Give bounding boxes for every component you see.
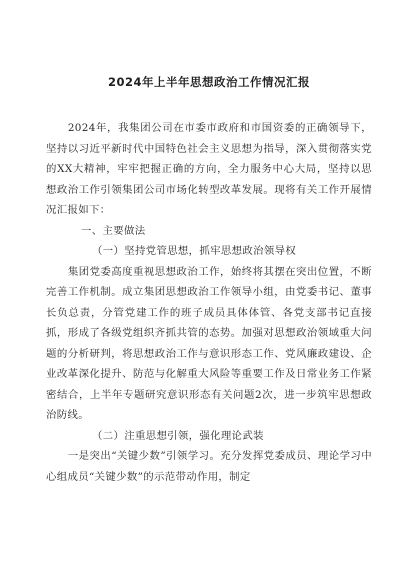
subsection-heading-2: （二）注重思想引领，强化理论武装 <box>92 429 264 442</box>
body-paragraph-1: 集团党委高度重视思想政治工作，始终将其摆在突出位置，不断完善工作机制。成立集团思想政治工作领导小组，由党委书记、董事长负总责，分管党建工作的班子成员具体体管、各党支部书记直接抓，形成了各级党组织齐抓共管的态势。加强对思想政治领域重大问题的分析研判，将思想政治工作与意识形态工作、党风廉政建设、企业改革深化提升、防范与化解重大风险等重要工作及日常业务工作紧密结合，上半年专题研究意识形态有关问题2次，进一步筑牢思想政治防线。 <box>46 265 372 421</box>
intro-paragraph: 2024年，我集团公司在市委市政府和市国资委的正确领导下，坚持以习近平新时代中国特色社会主义思想为指导，深入贯彻落实党的XX大精神，牢牢把握正确的方向，全力服务中心大局，坚持以思想政治工作引领集团公司市场化转型改革发展。现将有关工作开展情况汇报如下： <box>46 122 372 216</box>
section-heading-main-practices: 一、主要做法 <box>81 224 146 237</box>
document-title: 2024年上半年思想政治工作情况汇报 <box>107 75 310 89</box>
subsection-heading-1: （一）坚持党管思想，抓牢思想政治领导权 <box>92 245 297 257</box>
body-paragraph-2: 一是突出“关键少数”引领学习。充分发挥党委成员、理论学习中心组成员“关键少数”的示范带动作用，制定 <box>46 450 372 483</box>
